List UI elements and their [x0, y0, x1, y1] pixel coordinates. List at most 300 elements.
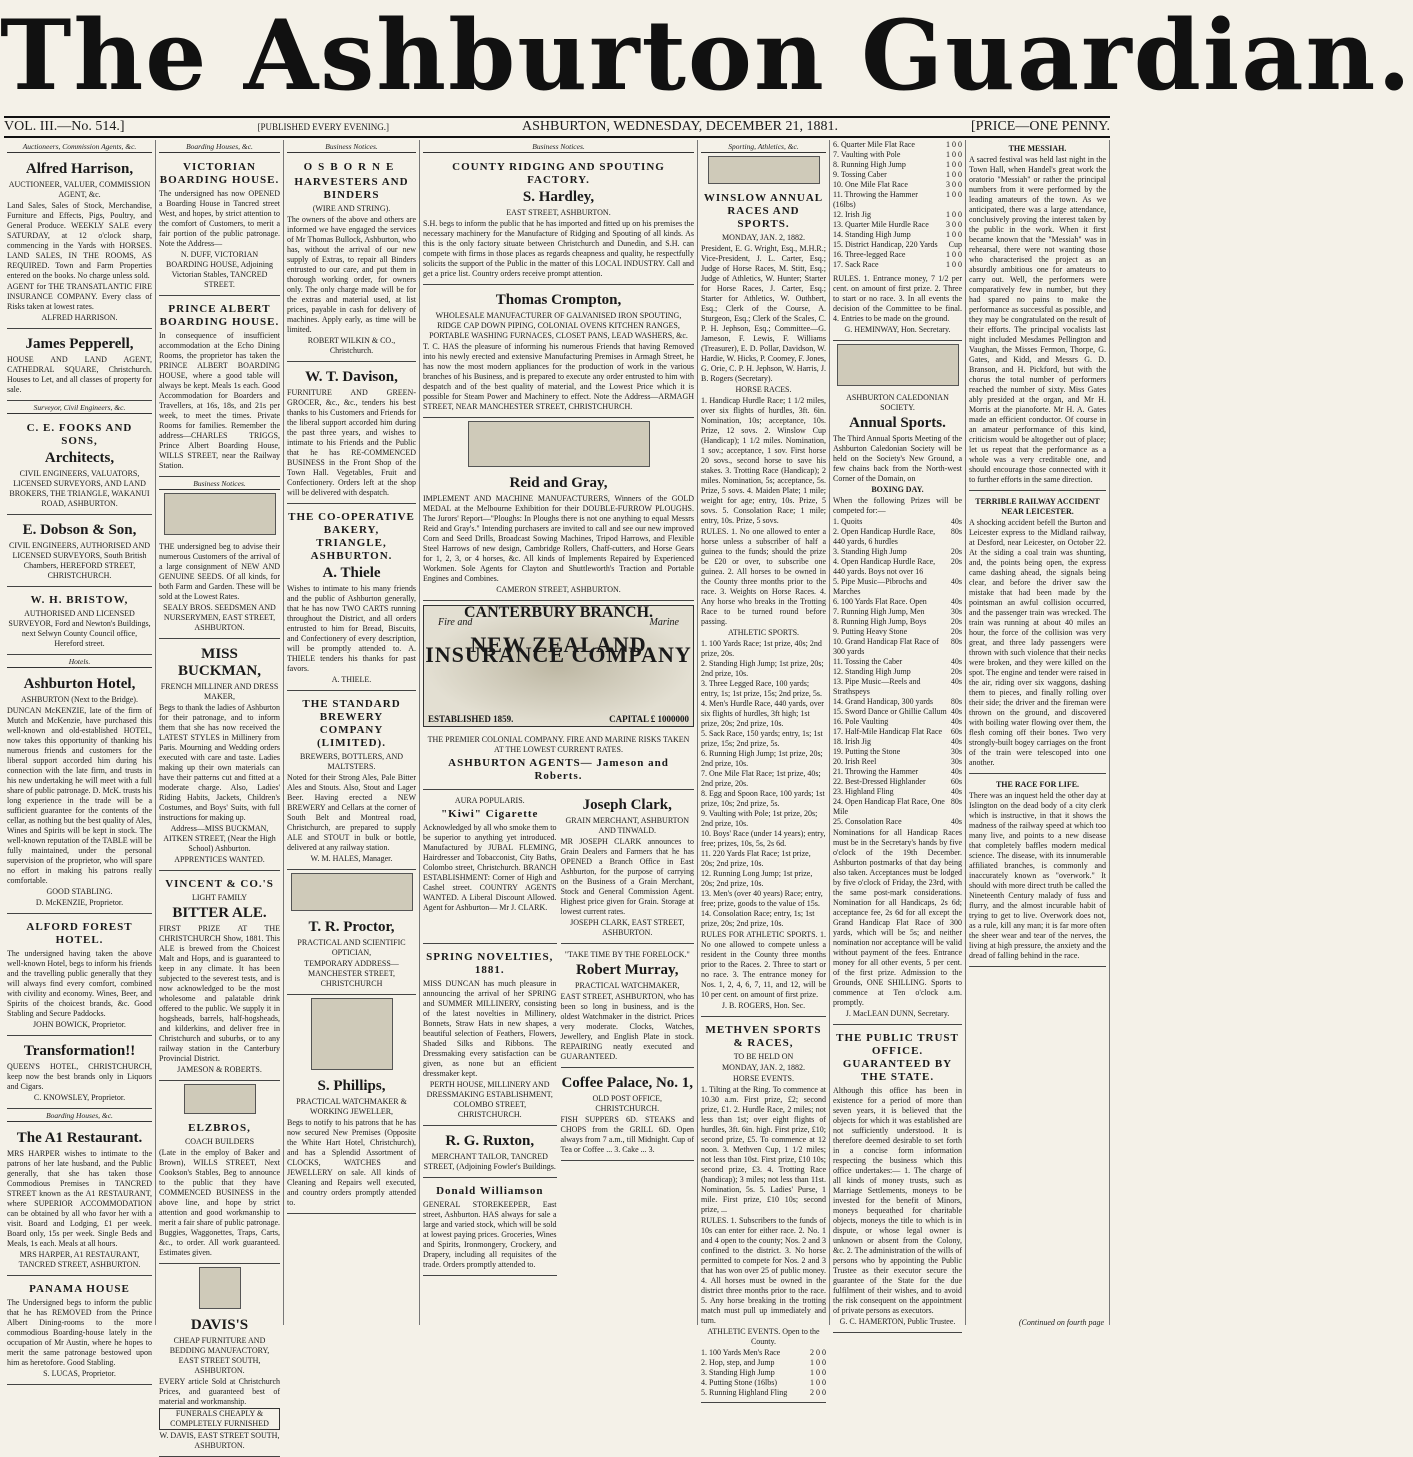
ad-elzbros	[159, 1117, 280, 1264]
dateline	[4, 116, 1110, 138]
ad-standard-brewery	[287, 693, 416, 870]
column-3	[284, 140, 420, 1325]
ad-title: R. G. Ruxton,	[445, 1133, 535, 1149]
ad-spring-novelties	[423, 946, 557, 1126]
ad-body: IMPLEMENT AND MACHINE MANUFACTURERS, Winners of the GOLD MEDAL at the Melbourne Exhibition for their DOUBLE-FURROW PLOUGHS. The Jurors' Report—"Ploughs: In Ploughs there is not one anything to equal Messrs Reid and Gray's." Intending purchasers are invited to call and see our new improved Corn and Seed Drills, Broadcast Sowing Machines, Tripod Harrows, and Flexible Steel Harrows of new design, Cambridge Rollers, Chaff-cutters, and Horse Gears for 1, 2, 3, or 4 horses, &c. All kinds of Implements Repaired by Experienced Workmen. Sole Agents for Clayton and Shuttleworth's Traction and Portable Engines and Combines.	[423, 494, 694, 583]
ad-title: ASHBURTON AGENTS— Jameson and Roberts.	[448, 757, 669, 782]
ad-heading: ASHBURTON CALEDONIAN SOCIETY.	[846, 393, 949, 412]
row-label: 14. Grand Handicap, 300 yards	[833, 697, 933, 706]
column-2	[156, 140, 284, 1450]
row-label: 13. Men's (over 40 years) Race; entry, free; prize, goods to the value of 15s.	[701, 889, 823, 908]
ad-body: EAST STREET, ASHBURTON, who has been so long in business, and is the oldest Watchmaker in the district. Prices very moderate. Clocks, Watches, Jewellery, and English Plate in stock. REPAIRING neatly executed and GUARANTEED.	[560, 992, 694, 1061]
clock-illustration	[311, 998, 393, 1070]
row-value: 80s	[950, 637, 962, 646]
row-value: 60s	[950, 777, 962, 786]
ad-pepperell	[7, 331, 152, 401]
ad-note: APPRENTICES WANTED.	[174, 855, 265, 864]
ad-ruxton	[423, 1128, 557, 1178]
ad-bakery	[287, 506, 416, 691]
article-title: THE RACE FOR LIFE.	[995, 780, 1080, 789]
ad-title: WINSLOW ANNUAL RACES AND SPORTS.	[703, 192, 824, 230]
row-value: 20s	[950, 617, 962, 626]
ad-subtitle: OLD POST OFFICE, CHRISTCHURCH.	[592, 1094, 662, 1113]
row-value: 40s	[950, 657, 962, 666]
athletic-event	[701, 909, 826, 929]
row-value: 1 0 0	[946, 250, 962, 259]
ad-signature: N. DUFF, VICTORIAN BOARDING HOUSE, Adjoining Victorian Stables, TANCRED STREET.	[166, 250, 273, 289]
row-value: 1 0 0	[946, 210, 962, 219]
row-label: 2. Open Handicap Hurdle Race, 440 yards, 6 hurdles	[833, 527, 936, 546]
prize-row	[833, 220, 962, 230]
ad-heading: ATHLETIC SPORTS.	[727, 628, 800, 637]
ad-title: DAVIS'S	[190, 1317, 249, 1333]
row-label: 7. One Mile Flat Race; 1st prize, 40s; 2nd prize, 20s.	[701, 769, 821, 788]
row-label: 6. Running High Jump; 1st prize, 20s; 2nd prize, 10s.	[701, 749, 823, 768]
banner-established: ESTABLISHED 1859.	[428, 714, 514, 724]
row-label: 7. Vaulting with Pole	[833, 150, 901, 159]
ad-title: Donald Williamson	[436, 1185, 544, 1197]
row-value: 30s	[950, 747, 962, 756]
ad-signature: W. M. HALES, Manager.	[310, 854, 393, 863]
banner-title: CANTERBURY BRANCH.	[463, 604, 654, 621]
banner-right: Marine	[649, 617, 679, 628]
ad-fooks	[7, 417, 152, 515]
article-messiah	[969, 140, 1106, 491]
row-label: 15. Sword Dance or Ghillie Callum	[833, 707, 947, 716]
ad-robert-murray	[561, 946, 695, 1068]
article-body: A shocking accident befell the Burton and Leicester express to the Midland railway, at Desford, near Leicester, on October 22. At the siding a coal train was shunting, and, the points being open, the express came dashing ahead, the signals being clear, and before the driver saw the mistake that had been made by the pointsman an awful collision occurred, and the passenger train was wrecked. The train was running at about 40 miles an hour, the force of the collision was very great, and three lady passengers were thrown with such violence that their necks were broken, and they were killed on the spot. The engine and tender were raised in the air, riding over six waggons, dashing them to pieces, and finally rolling over their side; the driver and the fireman were thrown on the ground, and discovered with boiling water flowing over them, the flesh coming off their bones. Two very strongly-built bogey carriages on the front of the train were telescoped into one another.	[969, 518, 1106, 767]
row-value: 40s	[950, 577, 962, 586]
row-label: 10. One Mile Flat Race	[833, 180, 908, 189]
row-label: 17. Sack Race	[833, 260, 879, 269]
ad-title: SPRING NOVELTIES, 1881.	[426, 951, 554, 976]
ad-proctor	[287, 914, 416, 995]
row-value: 30s	[950, 607, 962, 616]
row-label: 22. Best-Dressed Highlander	[833, 777, 926, 786]
row-value: 1 0 0	[946, 230, 962, 239]
ad-dobson	[7, 517, 152, 587]
banner-capital: CAPITAL £ 1000000	[609, 714, 689, 724]
row-value: 60s	[950, 727, 962, 736]
ad-osborne	[287, 156, 416, 362]
ad-panama-house	[7, 1278, 152, 1385]
athletic-event	[701, 869, 826, 889]
ad-body: MERCHANT TAILOR, TANCRED STREET, (Adjoining Fowler's Buildings.	[423, 1152, 556, 1171]
row-value: 1 0 0	[946, 190, 962, 199]
athletic-event	[701, 789, 826, 809]
ad-heading: BITTER ALE.	[172, 905, 267, 921]
row-value: 2 0 0	[810, 1388, 826, 1397]
row-value: 40s	[950, 707, 962, 716]
row-value: 40s	[950, 517, 962, 526]
racing-illustration	[708, 156, 820, 184]
section-heading: Business Notices.	[159, 479, 280, 490]
ad-rules	[833, 270, 962, 341]
ad-body: RULES. 1. Subscribers to the funds of 10s can enter for either race. 2. No. 1 and 4 open to the county; Nos. 2 and 3 confined to the district. 3. No horse permitted to compete for Nos. 2 and 3 that has won over 25 of public money. 4. All horses must be owned in the district three months prior to the race. 5. Any horse breaking in the trotting match must pull up immediately and turn.	[701, 1216, 826, 1325]
ad-queens-hotel	[7, 1038, 152, 1109]
ad-signature: W. DAVIS, EAST STREET SOUTH, ASHBURTON.	[159, 1431, 280, 1450]
ad-body: S.H. begs to inform the public that he has imported and fitted up on his premises the necessary machinery for the Manufacture of Ridging and Spouting of all kinds. As this is the only factory situate between Christchurch and Dunedin, and S.H. can compete with firms in those places as regards cheapness and quality, he respectfully solicits the support of the Public in the matter of this LOCAL INDUSTRY. Call and get a price list. Country orders receive prompt attention.	[423, 219, 694, 278]
prize-row	[701, 1378, 826, 1388]
ad-body: Noted for their Strong Ales, Pale Bitter Ales and Stouts. Also, Stout and Lager Beer. Having erected a NEW BREWERY and Cellars at the corner of South Belt and Montreal road, Christchurch, are prepared to supply ALE and STOUT in bulk or bottle, delivered at any railway station.	[287, 773, 416, 852]
article-title: TERRIBLE RAILWAY ACCIDENT NEAR LEICESTER.	[975, 497, 1100, 516]
ad-title: Transformation!!	[23, 1043, 136, 1059]
row-value: 80s	[950, 527, 962, 536]
prize-row	[833, 787, 962, 797]
ad-signature: SEALY BROS. SEEDSMEN AND NURSERYMEN, EAST STREET, ASHBURTON.	[163, 603, 276, 632]
ad-body: Acknowledged by all who smoke them to be superior to anything yet introduced. Manufactured by JUBAL FLEMING, Hairdresser and Tobacconist, City Baths, Colombo street, Christchurch. BRANCH ESTABLISHMENT: Corner of High and Cashel street. COUNTRY AGENTS WANTED. A Liberal Discount Allowed. Agent for Ashburton— Mr J. CLARK.	[423, 823, 557, 912]
row-label: 11. Tossing the Caber	[833, 657, 903, 666]
ad-address: Address—MISS BUCKMAN, AITKEN STREET, (Near the High School) Ashburton.	[163, 824, 276, 853]
prize-row	[701, 1388, 826, 1398]
ad-title: PANAMA HOUSE	[29, 1283, 130, 1295]
prize-row	[833, 557, 962, 577]
row-label: 17. Half-Mile Handicap Flat Race	[833, 727, 943, 736]
ad-signature: JOHN BOWICK, Proprietor.	[33, 1020, 126, 1029]
prize-row	[833, 767, 962, 777]
ad-body: MISS DUNCAN has much pleasure in announcing the arrival of her SPRING and SUMMER MILLINERY, consisting of the latest novelties in Millinery, Bonnets, Straw Hats in new shapes, a beautiful selection of Feathers, Flowers, Shaded Silks and Ribbons. The Dressmaking every satisfaction can be given, as none but an efficient dressmaker kept.	[423, 979, 557, 1078]
column-6	[830, 140, 966, 1325]
prize-row	[833, 260, 962, 270]
ad-title: THE PUBLIC TRUST OFFICE. GUARANTEED BY THE STATE.	[836, 1032, 959, 1083]
row-value: 40s	[950, 677, 962, 686]
ad-public-trust	[833, 1027, 962, 1333]
prize-row	[833, 230, 962, 240]
row-label: 16. Pole Vaulting	[833, 717, 889, 726]
row-label: 20. Irish Reel	[833, 757, 877, 766]
ad-title: Annual Sports.	[849, 415, 946, 431]
ad-title: S. Phillips,	[317, 1078, 386, 1094]
ad-davis	[159, 1312, 280, 1457]
ad-title: The A1 Restaurant.	[16, 1130, 143, 1146]
row-value: 40s	[950, 737, 962, 746]
ad-title: Coffee Palace, No. 1,	[561, 1075, 694, 1091]
ad-title: James Pepperell,	[25, 336, 134, 352]
row-label: 14. Consolation Race; entry, 1s; 1st prize, 20s; 2nd prize, 10s.	[701, 909, 815, 928]
ad-body: AGENT for THE TRANSATLANTIC FIRE INSURANCE COMPANY. Every class of Risks taken at lowest rates.	[7, 282, 152, 311]
place-date: ASHBURTON, WEDNESDAY, DECEMBER 21, 1881.	[521, 119, 838, 134]
ad-title: Robert Murray,	[576, 962, 679, 978]
ad-subtitle: GRAIN MERCHANT, ASHBURTON AND TINWALD.	[565, 816, 689, 835]
row-value: 80s	[950, 697, 962, 706]
edition-note: [PUBLISHED EVERY EVENING.]	[257, 122, 389, 132]
row-value: Cup	[948, 240, 962, 249]
prize-row	[701, 1368, 826, 1378]
row-label: 15. District Handicap, 220 Yards	[833, 240, 938, 249]
ad-body: CIVIL ENGINEERS, AUTHORISED AND LICENSED SURVEYORS, South British Chambers, HEREFORD STREET, CHRISTCHURCH.	[8, 541, 151, 580]
ad-day: BOXING DAY.	[871, 485, 924, 494]
ad-signature: J. B. ROGERS, Hon. Sec.	[721, 1001, 806, 1010]
row-label: 13. Quarter Mile Hurdle Race	[833, 220, 929, 229]
ad-title: VICTORIAN BOARDING HOUSE.	[159, 161, 280, 186]
row-label: 10. Boys' Race (under 14 years); entry, free; prizes, 10s, 5s, 2s 6d.	[701, 829, 826, 848]
ad-harrison	[7, 156, 152, 329]
ad-body: AUTHORISED AND LICENSED SURVEYOR, Ford and Newton's Buildings, next Selwyn County Council office, Hereford street.	[8, 609, 151, 648]
athletic-event	[701, 749, 826, 769]
row-value: 20s	[950, 547, 962, 556]
ad-signature: ALFRED HARRISON.	[41, 313, 118, 322]
ad-title: ALFORD FOREST HOTEL.	[26, 921, 133, 946]
row-label: 3. Standing High Jump	[833, 547, 907, 556]
ad-subtitle: COACH BUILDERS	[184, 1137, 255, 1146]
plough-illustration	[164, 493, 276, 535]
prize-row	[833, 160, 962, 170]
prize-row	[833, 697, 962, 707]
row-label: 9. Vaulting with Pole; 1st prize, 20s; 2nd prize, 10s.	[701, 809, 818, 828]
row-value: 1 0 0	[946, 160, 962, 169]
ad-body: 1. Handicap Hurdle Race; 1 1/2 miles, over six flights of hurdles, 3ft. 6in. Nomination, 10s; acceptance, 10s. Prize, 12 sovs. 2. Winslow Cup (Handicap); 1 1/2 miles. Nomination, 1 sov.; acceptance, 1 sov. First horse 20 sovs., second horse to save his stakes. 3. Trotting Race (Handicap); 2 miles. Nomination, 5s; acceptance, 5s. Prize, 5 sovs. 4. Maiden Plate; 1 mile; weight for age; entry, 10s. Prize, 5 sovs. 5. Consolation Race; 1 mile; entry, 10s. Prize, 5 sovs.	[701, 396, 826, 525]
row-label: 9. Putting Heavy Stone	[833, 627, 908, 636]
row-value: 1 0 0	[946, 140, 962, 149]
ad-title: THE STANDARD BREWERY COMPANY (LIMITED).	[302, 698, 401, 749]
ad-title: MISS BUCKMAN,	[178, 646, 261, 679]
ad-subtitle: Architects,	[44, 450, 115, 466]
ad-methven-sports	[701, 1019, 826, 1403]
ad-body: RULES. 1. No one allowed to enter a horse unless a subscriber of half a guinea to the funds; should the prize be £20 or over, to subscribe one guinea. 2. All horses to be owned in the County three months prior to the race. 3. Weights on Horse Races. 4. Any horse who breaks in the Trotting Race to be turned round before passing.	[701, 527, 826, 626]
ad-heading: HORSE EVENTS.	[733, 1074, 794, 1083]
ad-subtitle: (WIRE AND STRING).	[312, 204, 391, 213]
row-label: 14. Standing High Jump	[833, 230, 911, 239]
ad-phillips	[287, 1073, 416, 1214]
row-label: 18. Irish Jig	[833, 737, 871, 746]
ad-body: Begs to notify to his patrons that he has now secured New Premises (Opposite the White Hart Hotel, Christchurch), and has a Splendid Assortment of CLOCKS, WATCHES and JEWELLERY on sale. All kinds of Cleaning and Repairs well executed, and country orders promptly attended to.	[287, 1118, 416, 1207]
prize-row	[833, 210, 962, 220]
row-value: 40s	[950, 597, 962, 606]
ad-subtitle: FRENCH MILLINER AND DRESS MAKER,	[160, 682, 279, 701]
ad-ashburton-hotel	[7, 671, 152, 914]
ad-sealy-bros	[159, 538, 280, 639]
ad-heading: "TAKE TIME BY THE FORELOCK."	[564, 950, 690, 959]
ad-body: RULES. 1. Entrance money, 7 1/2 per cent. on amount of first prize. 2. Three to start or no race. 3. In all events the decision of the Committee to be final. 4. Entries to be made on the ground.	[833, 274, 962, 323]
ad-body: The Undersigned begs to inform the public that he has REMOVED from the Prince Albert Dining-rooms to the more commodious Boarding-house lately in the occupation of Mr Austin, where he hopes to merit the same patronage bestowed upon him as heretofore. Good Stabling.	[7, 1298, 152, 1367]
buggy-illustration	[184, 1084, 256, 1114]
athletic-event	[701, 769, 826, 789]
row-label: 19. Putting the Stone	[833, 747, 901, 756]
prize-row	[833, 607, 962, 617]
ad-signature: JAMESON & ROBERTS.	[177, 1065, 262, 1074]
ad-subtitle: WHOLESALE MANUFACTURER OF GALVANISED IRON SPOUTING, RIDGE CAP DOWN PIPING, COLONIAL OVENS KITCHEN RANGES, PORTABLE WASHING FURNACES, CLOSET PANS, LEAD WASHERS, &c.	[429, 311, 688, 340]
row-label: 6. Quarter Mile Flat Race	[833, 140, 915, 149]
article-title: THE MESSIAH.	[1008, 144, 1067, 153]
ad-heading: HORSE RACES.	[735, 385, 792, 394]
row-value: 2 0 0	[810, 1348, 826, 1357]
row-label: 11. Throwing the Hammer (16lbs)	[833, 190, 918, 209]
ad-title: T. R. Proctor,	[308, 919, 395, 935]
athletic-event	[701, 729, 826, 749]
ad-title: C. E. FOOKS AND SONS,	[26, 422, 133, 447]
column-7	[966, 140, 1110, 1325]
row-label: 8. Running High Jump	[833, 160, 906, 169]
section-heading: Hotels.	[7, 657, 152, 668]
ad-body: Wishes to intimate to his many friends and the public of Ashburton generally, that he has now TWO CARTS running throughout the District, and all orders entrusted to him for Bread, Biscuits, and Confectionery of every description, will be promptly attended to. A. THIELE tenders his thanks for past favors.	[287, 584, 416, 673]
ad-title: METHVEN SPORTS & RACES,	[705, 1024, 822, 1049]
section-heading: Sporting, Athletics, &c.	[701, 142, 826, 153]
row-value: 40s	[950, 787, 962, 796]
row-label: 8. Egg and Spoon Race, 100 yards; 1st prize, 10s; 2nd prize, 5s.	[701, 789, 825, 808]
ad-body: FISH SUPPERS 6D. STEAKS and CHOPS from the GRILL 6D. Open always from 7 a.m., till Midnight. Cup of Tea or Coffee ... 3. Cake ... 3.	[560, 1115, 694, 1154]
banner-company: NEW ZEALAND INSURANCE COMPANY	[425, 632, 692, 667]
spectacles-illustration	[291, 873, 413, 911]
ad-alford-forest	[7, 916, 152, 1036]
row-label: 4. Open Handicap Hurdle Race, 440 yards. Boys not over 16	[833, 557, 936, 576]
ad-title: Ashburton Hotel,	[23, 676, 136, 692]
ad-note: GOOD STABLING.	[46, 887, 113, 896]
ad-heading: A. Thiele	[322, 565, 381, 581]
section-heading: Boarding Houses, &c.	[159, 142, 280, 153]
row-label: 5. Pipe Music—Pibrochs and Marches	[833, 577, 927, 596]
ad-heading: COUNTY RIDGING AND SPOUTING FACTORY.	[452, 161, 665, 186]
ad-subtitle: PRACTICAL WATCHMAKER,	[575, 981, 680, 990]
ad-title: PRINCE ALBERT BOARDING HOUSE.	[159, 303, 280, 328]
ad-body: HOUSE AND LAND AGENT, CATHEDRAL SQUARE, Christchurch. Houses to Let, and all classes of property for sale.	[7, 355, 152, 394]
ad-body: QUEEN'S HOTEL, CHRISTCHURCH, keep now the best brands only in Liquors and Cigars.	[7, 1062, 152, 1091]
section-heading: Boarding Houses, &c.	[7, 1111, 152, 1122]
ad-title: E. Dobson & Son,	[22, 522, 137, 538]
ad-box: FUNERALS CHEAPLY & COMPLETELY FURNISHED	[159, 1408, 280, 1430]
ad-body: THE undersigned beg to advise their numerous Customers of the arrival of a large consignment of NEW AND GENUINE SEEDS. Of all kinds, for both Farm and Garden. These will be sold at the Lowest Rates.	[159, 542, 280, 601]
ad-caledonian	[833, 389, 962, 1025]
ad-signature: S. LUCAS, Proprietor.	[43, 1369, 116, 1378]
ad-body: Nominations for all Handicap Races must be in the Secretary's hands by five o'clock of the 19th December. Ashburton postmarks of that day being also taken. Acceptances must be lodged by five o'clock of Friday, the 23rd, with the same post-mark considerations. Nomination for all Handicaps, 2s 6d; acceptance fee, 2s 6d for all except the Grand Handicap Flat Race of 300 yards, which will be 5s; and neither nomination nor acceptance will be valid without payment of the fees. Entrance money for all other events, 5 per cent. of the first prize. Admission to the Grounds, ONE SHILLING. Sports to commence at Ten o'clock a.m. promptly.	[833, 828, 962, 1007]
ad-title: VINCENT & CO.'S	[165, 878, 274, 890]
row-label: 9. Tossing Caber	[833, 170, 887, 179]
ad-title: Thomas Crompton,	[495, 292, 622, 308]
ad-body: The undersigned having taken the above well-known Hotel, begs to inform his friends and the travelling public generally that they will always find every comfort, combined with civility and economy. Wines, Beer, and Spirits of the choicest brands, &c. Good Stabling and Secure Paddocks.	[7, 949, 152, 1018]
prize-row	[833, 707, 962, 717]
row-label: 11. 220 Yards Flat Race; 1st prize, 20s; 2nd prize, 10s.	[701, 849, 811, 868]
row-label: 16. Three-legged Race	[833, 250, 906, 259]
ad-body: FURNITURE AND GREEN-GROCER, &c., &c., tenders his best thanks to his Customers and Friends for the liberal support accorded him during the past three years, and wishes to intimate to his Friends and the Public that he has RE-COMMENCED BUSINESS in the Front Shop of the Town Hall. Vegetables, Fruit and Confectionery. Orders left at the shop will be delivered with despatch.	[287, 388, 416, 497]
row-label: 4. Putting Stone (16lbs)	[701, 1378, 778, 1387]
ad-body: T. C. HAS the pleasure of informing his numerous Friends that having Removed into his newly erected and extensive Manufacturing Premises in Armagh Street, he has now the most modern appliances for the production of work in the various branches of his Business, and is prepared to execute any order entrusted to him with despatch and of the best quality of material, and the Lowest Price which it is possible for Steam Power and Machinery to effect. Note the Address—ARMAGH STREET, NEAR MANCHESTER STREET, CHRISTCHURCH.	[423, 342, 694, 411]
prize-row	[833, 617, 962, 627]
prize-table	[833, 517, 962, 827]
row-label: 3. Standing High Jump	[701, 1368, 775, 1377]
ad-heading: ATHLETIC EVENTS. Open to the County.	[707, 1327, 820, 1346]
ad-subtitle: ASHBURTON (Next to the Bridge).	[21, 695, 138, 704]
ad-subtitle: LIGHT FAMILY	[191, 893, 248, 902]
prize-table	[701, 1348, 826, 1398]
ad-premier	[423, 731, 694, 790]
ad-title: THE CO-OPERATIVE BAKERY, TRIANGLE, ASHBURTON.	[288, 511, 415, 562]
row-label: 21. Throwing the Hammer	[833, 767, 919, 776]
ad-signature: D. McKENZIE, Proprietor.	[35, 898, 124, 907]
insurance-banner	[423, 605, 694, 727]
ad-title: OSBORNE	[303, 161, 400, 173]
row-label: 12. Irish Jig	[833, 210, 871, 219]
ad-body: FIRST PRIZE AT THE CHRISTCHURCH Show, 1881. This ALE is brewed from the Choicest Malt and Hops, and is guaranteed to keep in any climate. It has been subjected to the severest tests, and is now acknowledged to be the most wholesome and palatable drink offered to the public. We supply it in hogsheads, barrels, half-hogsheads, and kilderkins, and deliver free in Christchurch and suburbs, or to any railway station in the Canterbury Provincial District.	[159, 924, 280, 1063]
ad-body: In consequence of insufficient accommodation at the Echo Dining Rooms, the proprietor has taken the PRINCE ALBERT BOARDING HOUSE, where a good table will always be kept. Meals 1s each. Good Accommodation for Boarders and Travellers, at 16s, 18s, and 21s per week, to meet the times. Private Rooms for families. Remember the address—CHARLES TRIGGS, Prince Albert Boarding House, WILLS STREET, near the Railway Station.	[159, 331, 280, 470]
ad-williamson	[423, 1180, 557, 1276]
column-1	[4, 140, 156, 1378]
column-4	[420, 140, 698, 1325]
section-heading: Business Notices.	[423, 142, 694, 153]
ad-body: The Third Annual Sports Meeting of the Ashburton Caledonian Society will be held on the Society's New Ground, a few chains back from the North-west Corner of the Domain, on	[833, 434, 962, 483]
ad-signature: G. C. HAMERTON, Public Trustee.	[839, 1317, 956, 1326]
ad-buckman	[159, 641, 280, 871]
ad-subtitle: CHEAP FURNITURE AND BEDDING MANUFACTORY, EAST STREET SOUTH, ASHBURTON.	[169, 1336, 270, 1375]
ad-body: MR JOSEPH CLARK announces to Grain Dealers and Farmers that he has OPENED a Branch Office in East Ashburton, for the purpose of carrying on the Business of a Grain Merchant, Stock and General Commission Agent. Highest price given for Grain. Storage at lowest current rates.	[560, 837, 694, 916]
prize-row	[833, 757, 962, 767]
prize-row	[701, 1358, 826, 1368]
prize-row	[833, 140, 962, 150]
banner-left: Fire and	[438, 617, 473, 628]
ad-body: President, E. G. Wright, Esq., M.H.R.; Vice-President, J. L. Carter, Esq.; Judge of Horse Races, M. Stitt, Esq.; Judge of Athletics, W. Hunter; Starter for Horse Races, J. Carter, Esq.; Starter for Athletics, W. Outhbert, Esq.; Clerk of the Course, A. Sturgeon, Esq.; Clerk of the Scales, C. P. H. Jephson, Esq.; Committee—G. Jameson, F. Lewis, F. Williams (Treasurer), E. D. Pollar, Davidson, W. Hardie, W. Hicks, P. Coomey, F. Jones, G. Orie, C. P. H. Jephson, W. Harris, J. B. Rogers (Secretary).	[701, 244, 826, 383]
ad-subtitle: PRACTICAL WATCHMAKER & WORKING JEWELLER,	[296, 1097, 407, 1116]
row-label: 1. 100 Yards Race; 1st prize, 40s; 2nd prize, 20s.	[701, 639, 822, 658]
ad-signature: ROBERT WILKIN & CO., Christchurch.	[307, 336, 396, 355]
ad-address: TEMPORARY ADDRESS— MANCHESTER STREET, CHRISTCHURCH	[304, 959, 399, 988]
row-label: 23. Highland Fling	[833, 787, 894, 796]
row-value: 3 0 0	[946, 180, 962, 189]
prize-row	[833, 517, 962, 527]
ad-body: (Late in the employ of Baker and Brown), WILLS STREET, Next Cookson's Stables, Beg to announce to the public that they have COMMENCED BUSINESS in the above line, and hope by strict attention and good workmanship to merit a fair share of public patronage. Buggies, Waggonettes, Traps, Carts, &c., to order. All work guaranteed. Estimates given.	[159, 1148, 280, 1257]
ad-body: When the following Prizes will be competed for:—	[833, 496, 962, 515]
ad-signature: J. MacLEAN DUNN, Secretary.	[845, 1009, 950, 1018]
ad-body: 1. Tilting at the Ring. To commence at 10.30 a.m. First prize, £2; second prize, £1. 2. Hurdle Race, 2 miles; not less than 1st; over eight flights of hurdles, 3ft. 6in. high. First prize, £10; second prize, £5. To commence at 12 noon. 3. Methven Cup, 1 1/2 miles; not less than 10st. First prize, £10 10s; second prize, £3. 4. Trotting Race (handicap); 3 miles; not less than 11st. Nomination, 5s. 5. Ladies' Purse, 1 mile. First prize, £10 10s; second prize, ...	[701, 1085, 826, 1214]
prize-row	[833, 180, 962, 190]
athletic-event	[701, 699, 826, 729]
ad-title: ELZBROS,	[188, 1122, 251, 1134]
ad-date: MONDAY, JAN. 2, 1882.	[722, 1063, 805, 1072]
row-label: 25. Consolation Race	[833, 817, 902, 826]
row-value: 40s	[950, 817, 962, 826]
ad-heading: HARVESTERS AND BINDERS	[294, 176, 409, 201]
prize-row	[833, 637, 962, 657]
ad-signature: JOSEPH CLARK, EAST STREET, ASHBURTON.	[570, 918, 685, 937]
athletic-event	[701, 809, 826, 829]
ad-title: S. Hardley,	[522, 189, 595, 205]
row-value: 1 0 0	[810, 1378, 826, 1387]
ad-body: MRS HARPER wishes to intimate to the patrons of her late husband, and the Public generally, that she has taken those Commodious Premises in TANCRED STREET known as the A1 RESTAURANT, where SUPERIOR ACCOMMODATION can be obtained by all who favor her with a visit. Board and Lodging, £1 per week. Board only, 15s per week. Single Beds and Meals, 1s each. Meals at all hours.	[7, 1149, 152, 1248]
harrow-illustration	[468, 421, 650, 467]
price: [PRICE—ONE PENNY.	[971, 119, 1110, 134]
ad-body: Begs to thank the ladies of Ashburton for their patronage, and to inform them that she has now received the LATEST STYLES in Millinery from Paris. Mourning and Wedding orders executed with care and taste. Ladies making up their own materials can have their patterns cut and fitted at a moderate charge. Also, Ladies' Riding Habits, Jackets, Children's Costumes, and Boys' Suits, with full instructions for making up.	[159, 703, 280, 822]
athletic-event	[701, 849, 826, 869]
row-value: 1 0 0	[946, 260, 962, 269]
row-label: 5. Sack Race, 150 yards; entry, 1s; 1st prize, 15s; 2nd prize, 5s.	[701, 729, 823, 748]
prize-row	[833, 597, 962, 607]
ad-title: Alfred Harrison,	[25, 161, 134, 177]
ad-signature: CAMERON STREET, ASHBURTON.	[496, 585, 621, 594]
row-label: 7. Running High Jump, Men	[833, 607, 925, 616]
ad-body: DUNCAN McKENZIE, late of the firm of Mutch and McKenzie, have purchased this well-known and old-established HOTEL, now takes this opportunity of thanking his numerous friends and customers for the liberal support accorded him during his connection with the late firm, and trusts in his new undertaking he will meet with a full share of public patronage. D. McK. trusts his long experience in the trade will be a sufficient guarantee for the contents of the cellar, as nothing but the best quality of Ales, Wines and Spirits will be kept in stock. The well-known reputation of the TABLE will be fully maintained, under the personal supervision of the proprietor, who will spare no effort in making his patrons really comfortable.	[7, 706, 152, 885]
prize-row	[833, 657, 962, 667]
athletic-event	[701, 889, 826, 909]
ad-body: RULES FOR ATHLETIC SPORTS. 1. No one allowed to compete unless a resident in the County three months prior to the Races. 2. Three to start or no race. 3. The entrance money for Nos. 1, 2, 4, 6, 7, 11, and 12, will be 10 per cent. on amount of first prize.	[701, 930, 826, 999]
ad-hardley	[423, 156, 694, 285]
prize-row	[833, 190, 962, 210]
row-value: 30s	[950, 757, 962, 766]
row-label: 12. Running Long Jump; 1st prize, 20s; 2nd prize, 10s.	[701, 869, 813, 888]
athletic-event	[701, 659, 826, 679]
prize-row	[833, 547, 962, 557]
row-label: 5. Running Highland Fling	[701, 1388, 788, 1397]
ad-date: MONDAY, JAN. 2, 1882.	[722, 233, 805, 242]
prize-row	[833, 170, 962, 180]
article-body: A sacred festival was held last night in the Town Hall, when Handel's great work the oratorio "Messiah" or rather the principal numbers from it were performed by the leading amateurs of the town. As we anticipated, there was a large attendance, conclusively proving the interest taken by the public in the work. When it first became known that the "Messiah" was in rehearsal, there were not wanting those who characterised the project as an absurdly ambitious one for amateurs to carry out. Well, the performers were comparatively few in number, but they had spared no pains to make the performance as successful as possible, and they may be congratulated on the result of their efforts. The principal vocalists last night included Mesdames Pellington and Vaughan, the Misses Fermon, Thorpe, G. Gates, and Kidd, and Messrs G. D. Branson, and H. Pickford, but with the chorus the total number of performers reached the number of sixty. Miss Gates ably presided at the organ, and Mr H. Morris at the pianoforte. Mr H. A. Gates made an efficient conductor. Of course in an amateur performance of this kind, criticism would be altogether out of place; let us repeat that the performance as a whole was a very creditable one, and should encourage those connected with it to further efforts in the same direction.	[969, 155, 1106, 484]
continued-note: (Continued on fourth page	[1018, 1318, 1104, 1327]
athletic-list	[701, 639, 826, 929]
ad-title: Joseph Clark,	[582, 797, 672, 813]
ad-signature: PERTH HOUSE, MILLINERY AND DRESSMAKING ESTABLISHMENT, COLOMBO STREET, CHRISTCHURCH.	[426, 1080, 553, 1119]
ad-body: The undersigned has now OPENED a Boarding House in Tancred street West, and hopes, by strict attention to the comfort of Customers, to merit a fair portion of the public patronage. Note the Address—	[159, 189, 280, 248]
ad-subtitle: AUCTIONEER, VALUER, COMMISSION AGENT, &c.	[8, 180, 151, 199]
ad-prince-albert	[159, 298, 280, 477]
athletic-event	[701, 829, 826, 849]
ad-title: "Kiwi" Cigarette	[441, 808, 539, 820]
row-label: 1. 100 Yards Men's Race	[701, 1348, 781, 1357]
